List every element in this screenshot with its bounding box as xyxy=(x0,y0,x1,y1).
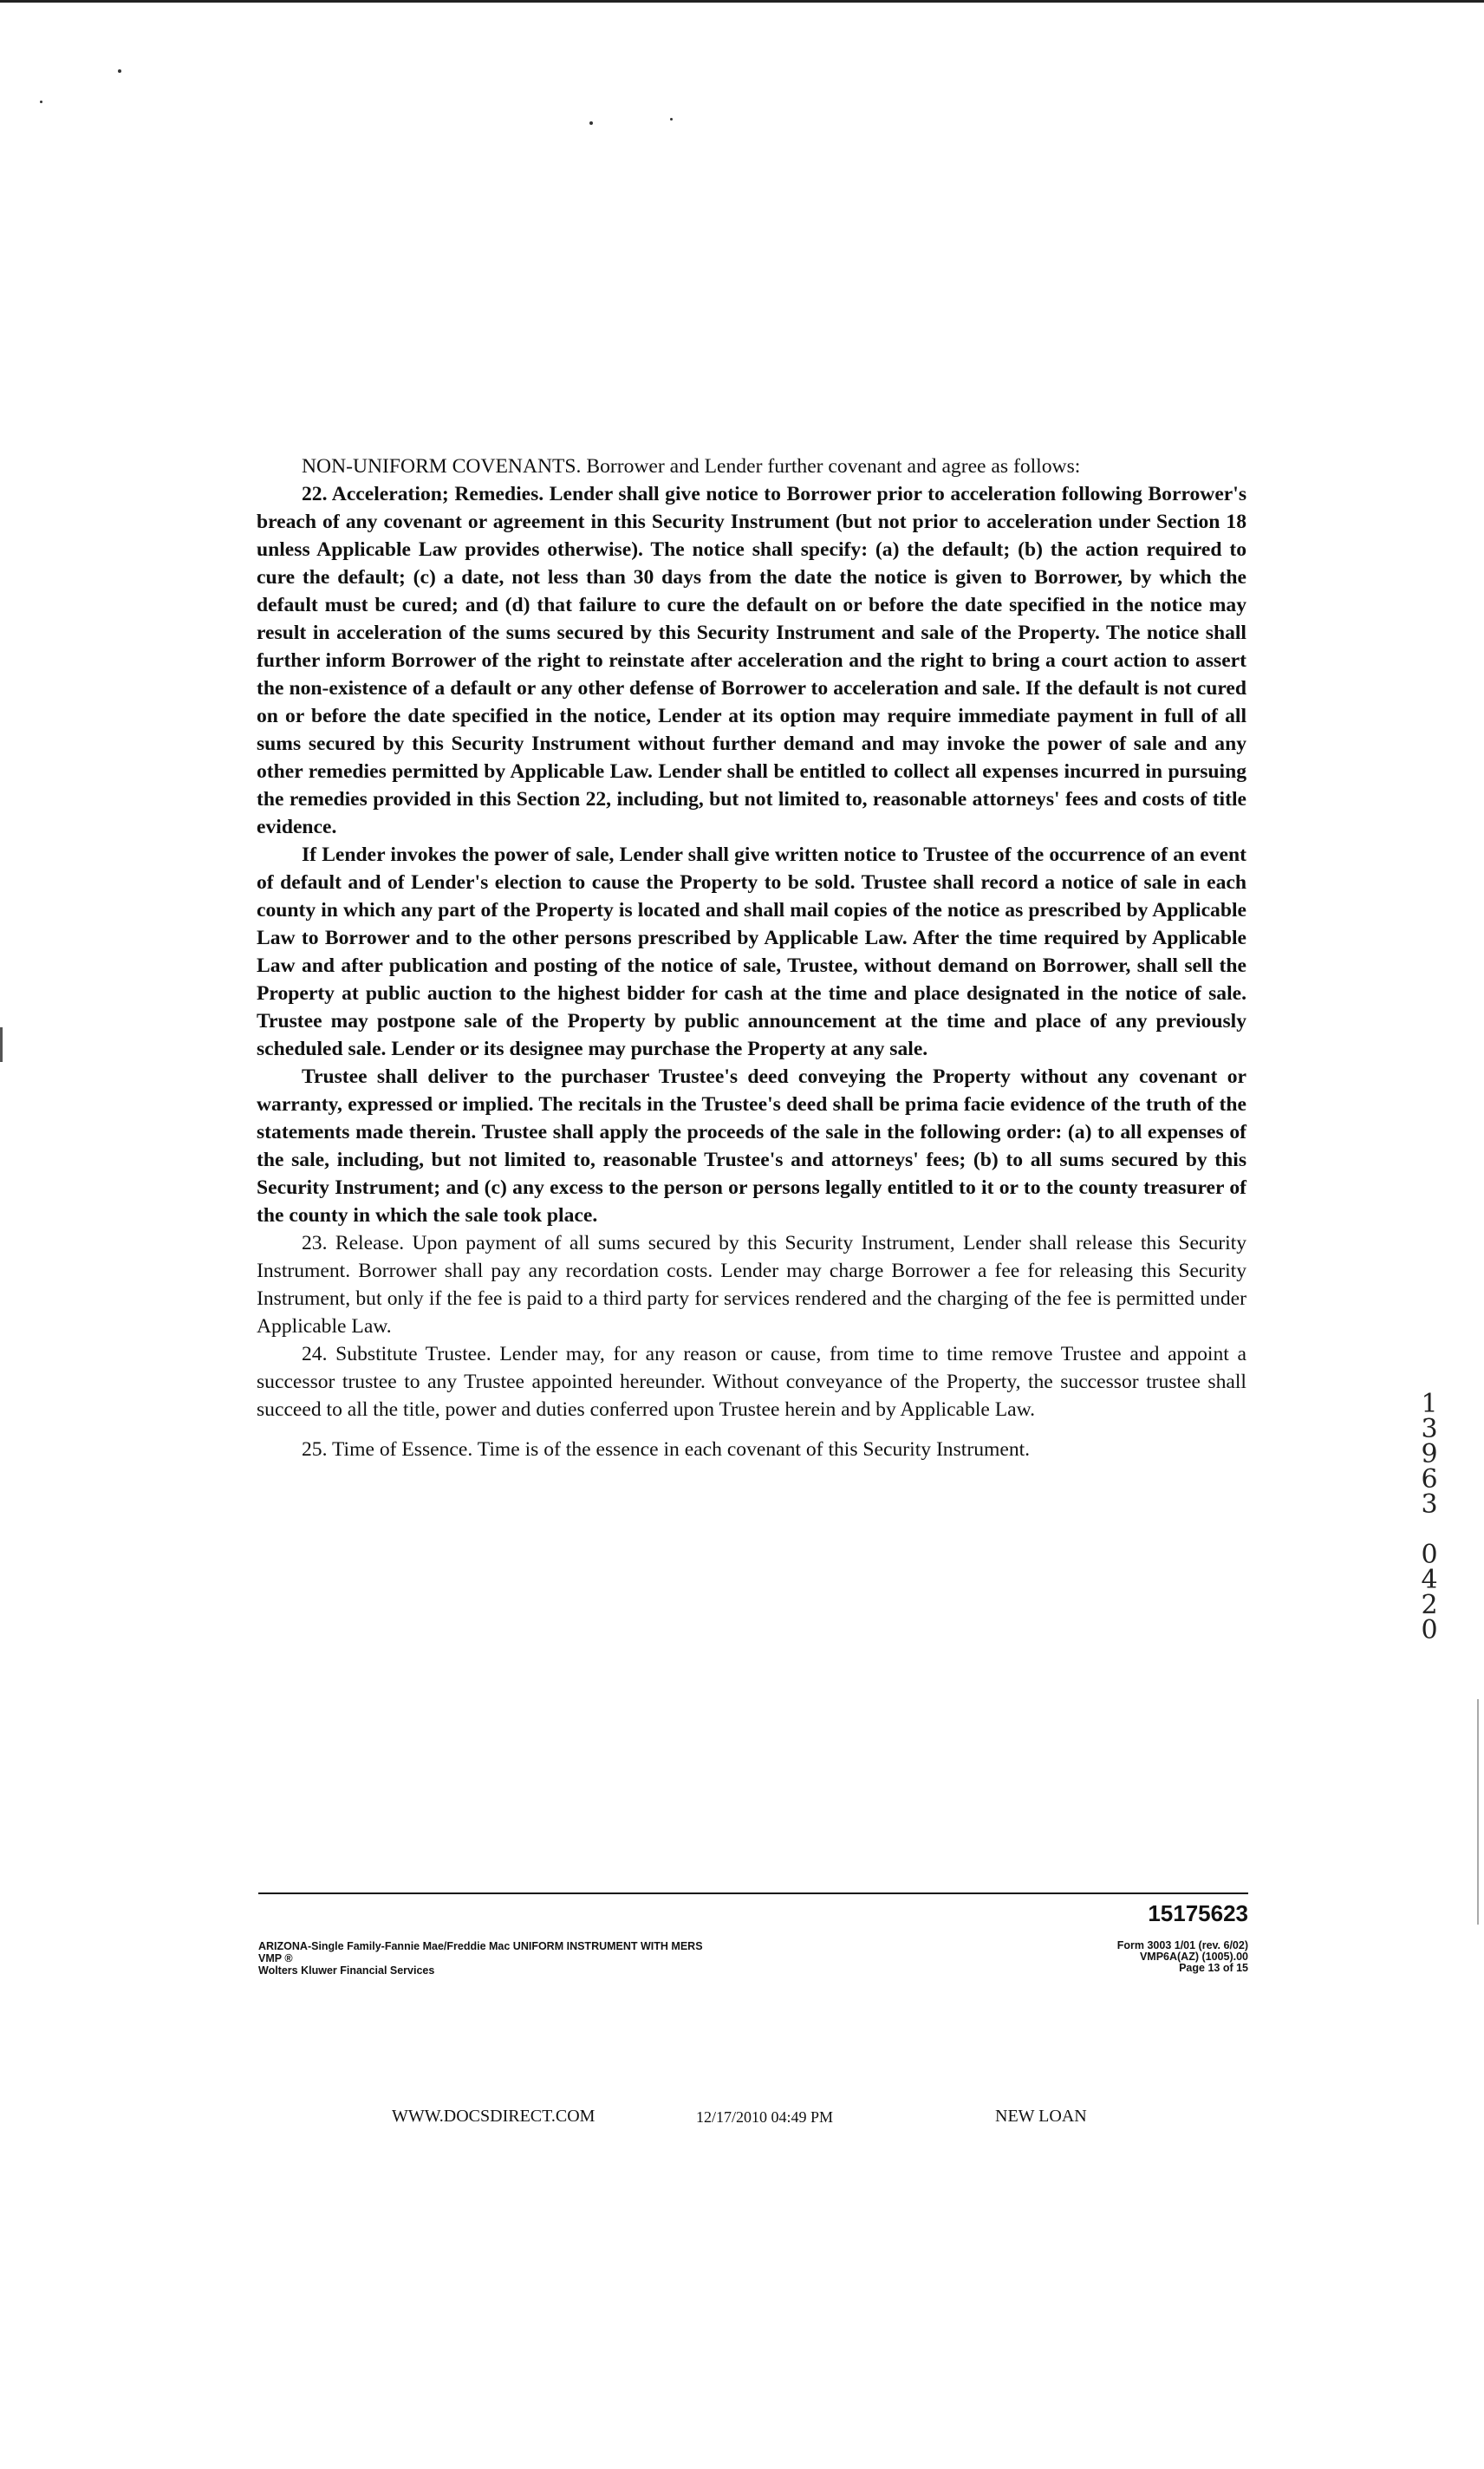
scan-speck xyxy=(589,121,593,125)
section-25-paragraph xyxy=(257,1436,1246,1463)
print-datetime: 12/17/2010 04:49 PM xyxy=(696,2108,834,2126)
section-22-trustee-deed-paragraph: Trustee shall deliver to the purchaser Trustee's deed conveying the Property without any covenant or warranty, expressed or implied. The recitals in the Trustee's deed shall be prima facie evidence of the truth of the statements made therein. Trustee shall apply the proceeds of the sale in the following order: (a) to all expenses of the sale, including, but not limited to, reasonable Trustee's and attorneys' fees; (b) to all sums secured by this Security Instrument; and (c) any excess to the person or persons legally entitled to it or to the county treasurer of the county in which the sale took place. xyxy=(257,1065,1246,1227)
scan-top-edge xyxy=(0,0,1484,3)
scan-speck xyxy=(670,118,673,121)
publisher: Wolters Kluwer Financial Services xyxy=(258,1964,435,1977)
non-uniform-covenants-heading: NON-UNIFORM COVENANTS. Borrower and Lender further covenant and agree as follows: xyxy=(302,455,1081,478)
scan-speck xyxy=(118,69,121,73)
section-22-title: 22. Acceleration; Remedies. xyxy=(302,483,544,505)
loan-number: 15175623 xyxy=(1148,1900,1248,1926)
form-description xyxy=(258,1940,703,1977)
form-title: ARIZONA-Single Family-Fannie Mae/Freddie Mac UNIFORM INSTRUMENT WITH MERS xyxy=(258,1940,703,1952)
scan-right-mark xyxy=(1477,1699,1479,1925)
section-24-text: Lender may, for any reason or cause, from time to time remove Trustee and appoint a successor trustee to any Trustee appointed hereunder. Without conveyance of the Property, the successor trustee shall succeed to all the title, power and duties conferred upon Trustee herein and by Applicable Law. xyxy=(257,1343,1246,1421)
vmp-mark: VMP ® xyxy=(258,1952,293,1964)
section-23-paragraph xyxy=(257,1229,1246,1340)
section-22-text: Lender shall give notice to Borrower prior to acceleration following Borrower's breach of any covenant or agreement in this Security Instrument (but not prior to acceleration under Section 18 unless Applicable Law provides otherwise). The notice shall specify: (a) the default; (b) the action required to cure the default; (c) a date, not less than 30 days from the date the notice is given to Borrower, by which the default must be cured; and (d) that failure to cure the default on or before the date specified in the notice may result in acceleration of the sums secured by this Security Instrument and sale of the Property. The notice shall further inform Borrower of the right to reinstate after acceleration and the right to bring a court action to assert the non-existence of a default or any other defense of Borrower to acceleration and sale. If the default is not cured on or before the date specified in the notice, Lender at its option may require immediate payment in full of all sums secured by this Security Instrument without further demand and may invoke the power of sale and any other remedies permitted by Applicable Law. Lender shall be entitled to collect all expenses incurred in pursuing the remedies provided in this Section 22, including, but not limited to, reasonable attorneys' fees and costs of title evidence. xyxy=(257,483,1247,838)
scan-speck xyxy=(40,101,42,103)
form-number: Form 3003 1/01 (rev. 6/02) xyxy=(1116,1939,1248,1951)
section-24-paragraph xyxy=(257,1340,1246,1423)
section-23-text: Upon payment of all sums secured by this Security Instrument, Lender shall release this Security Instrument. Borrower shall pay any recordation costs. Lender may charge Borrower a fee for releasing this Security Instrument, but only if the fee is paid to a third party for services rendered and the charging of the fee is permitted under Applicable Law. xyxy=(257,1232,1247,1338)
section-25-title: 25. Time of Essence. xyxy=(302,1438,473,1461)
recording-number-stamp: 1 3 9 6 3 0 4 2 0 xyxy=(1421,1389,1438,1645)
print-site: WWW.DOCSDIRECT.COM xyxy=(392,2107,596,2126)
form-code: VMP6A(AZ) (1005).00 xyxy=(1139,1951,1248,1963)
document-body xyxy=(257,453,1246,1463)
print-loan-type: NEW LOAN xyxy=(995,2107,1087,2126)
section-22-power-of-sale-paragraph: If Lender invokes the power of sale, Lender shall give written notice to Trustee of the occurrence of an event of default and of Lender's election to cause the Property to be sold. Trustee shall record a notice of sale in each county in which any part of the Property is located and shall mail copies of the notice as prescribed by Applicable Law to Borrower and to the other persons prescribed by Applicable Law. After the time required by Applicable Law and after publication and posting of the notice of sale, Trustee, without demand on Borrower, shall sell the Property at public auction to the highest bidder for cash at the time and place designated in the notice of sale. Trustee may postpone sale of the Property by public announcement at the time and place of any previously scheduled sale. Lender or its designee may purchase the Property at any sale. xyxy=(257,844,1246,1060)
section-22-paragraph xyxy=(257,480,1246,841)
footer-divider xyxy=(258,1892,1248,1894)
scan-left-mark xyxy=(0,1027,3,1062)
page-number: Page 13 of 15 xyxy=(1179,1962,1248,1974)
section-24-title: 24. Substitute Trustee. xyxy=(302,1343,491,1365)
form-reference xyxy=(988,1940,1248,1974)
section-23-title: 23. Release. xyxy=(302,1232,405,1254)
section-25-text: Time is of the essence in each covenant of this Security Instrument. xyxy=(477,1438,1031,1461)
